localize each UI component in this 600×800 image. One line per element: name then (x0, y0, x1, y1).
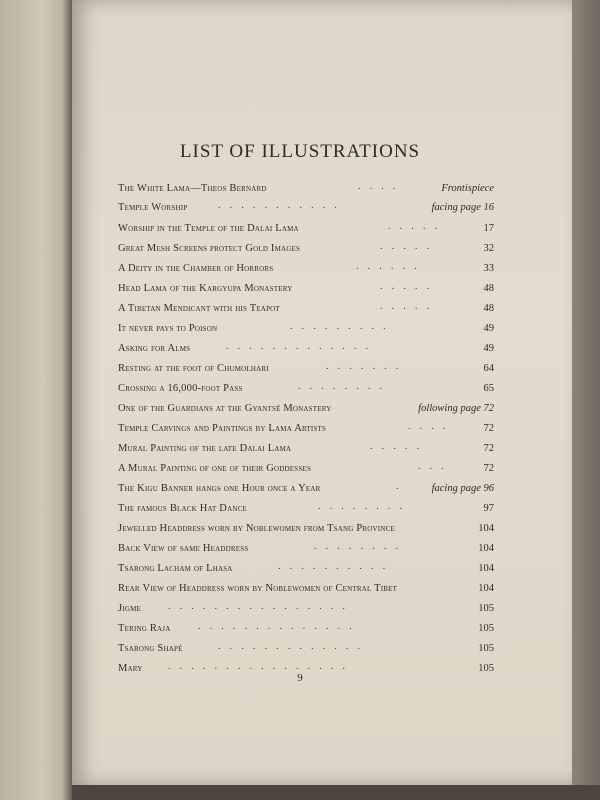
entry-page: 49 (483, 323, 494, 334)
entry-title: A Mural Painting of one of their Goddesses (118, 463, 312, 474)
list-item (118, 195, 494, 215)
list-item (118, 576, 494, 596)
list-item (118, 636, 494, 656)
list-item (118, 316, 494, 336)
entry-title: Tsarong Lacham of Lhasa (118, 563, 233, 574)
entry-page: Frontispiece (441, 183, 494, 194)
entry-title: Jigme (118, 603, 141, 614)
list-item (118, 596, 494, 616)
entry-title: A Deity in the Chamber of Horrors (118, 263, 274, 274)
entry-page: 64 (483, 363, 494, 374)
entry-page: 33 (483, 263, 494, 274)
entry-page: 65 (483, 383, 494, 394)
entry-title: Mary (118, 663, 143, 674)
entry-page: 104 (478, 543, 494, 554)
leader-dots: ...... (356, 261, 426, 272)
entry-page: 105 (478, 663, 494, 674)
leader-dots: ..... (380, 301, 439, 312)
entry-title: Temple Carvings and Paintings by Lama Artists (118, 423, 327, 434)
list-item (118, 396, 494, 416)
entry-page: 32 (483, 243, 494, 254)
leader-dots: ........ (314, 541, 407, 552)
leader-dots: ................ (168, 661, 354, 672)
leader-dots: ........... (218, 200, 346, 211)
background-surface (72, 785, 600, 800)
list-item (118, 336, 494, 356)
entry-page: 104 (478, 523, 494, 534)
list-item (118, 496, 494, 516)
list-item (118, 436, 494, 456)
leader-dots: ............. (226, 341, 378, 352)
entry-page: 17 (483, 223, 494, 234)
list-item (118, 416, 494, 436)
entry-title: Jewelled Headdress worn by Noblewomen from Tsang Province (118, 523, 395, 534)
list-item (118, 536, 494, 556)
entry-title: One of the Guardians at the Gyantsé Monastery (118, 403, 332, 414)
list-item (118, 516, 494, 536)
leader-dots: .............. (198, 621, 361, 632)
leader-dots: . (396, 481, 408, 492)
list-item (118, 216, 494, 236)
leader-dots: ..... (388, 221, 447, 232)
list-item (118, 296, 494, 316)
entry-page: 105 (478, 603, 494, 614)
entry-title: The Kigu Banner hangs one Hour once a Year (118, 483, 321, 494)
entry-page: 48 (483, 283, 494, 294)
entry-page: 105 (478, 643, 494, 654)
entry-title: Worship in the Temple of the Dalai Lama (118, 223, 299, 234)
list-item (118, 476, 494, 496)
list-item (118, 236, 494, 256)
list-item (118, 176, 494, 196)
entry-page: 104 (478, 563, 494, 574)
entry-title: Crossing a 16,000-foot Pass (118, 383, 243, 394)
entry-page: 72 (483, 423, 494, 434)
entry-page: 72 (483, 443, 494, 454)
leader-dots: .... (358, 181, 405, 192)
leader-dots: .... (408, 421, 455, 432)
leader-dots: ..... (380, 241, 439, 252)
leader-dots: ............. (218, 641, 370, 652)
list-item (118, 616, 494, 636)
entry-page: 72 (483, 463, 494, 474)
entry-title: A Tibetan Mendicant with his Teapot (118, 303, 280, 314)
entry-title: Head Lama of the Kargyupa Monastery (118, 283, 293, 294)
entry-title: Tering Raja (118, 623, 171, 634)
list-item (118, 356, 494, 376)
entry-title: The White Lama—Theos Bernard (118, 183, 267, 194)
list-item (118, 256, 494, 276)
entry-title: Back View of same Headdress (118, 543, 249, 554)
leader-dots: ..... (370, 441, 429, 452)
leader-dots: ....... (326, 361, 408, 372)
entry-title: Temple Worship (118, 202, 188, 213)
entry-page: 97 (483, 503, 494, 514)
entry-title: Great Mesh Screens protect Gold Images (118, 243, 301, 254)
entry-title: Asking for Alms (118, 343, 191, 354)
entry-title: The famous Black Hat Dance (118, 503, 247, 514)
leader-dots: ......... (290, 321, 395, 332)
entry-title: It never pays to Poison (118, 323, 218, 334)
page-number: 9 (297, 672, 303, 684)
entry-title: Resting at the foot of Chumolhari (118, 363, 269, 374)
entry-page: 49 (483, 343, 494, 354)
list-item (118, 456, 494, 476)
entry-title: Rear View of Headdress worn by Noblewomen of Central Tibet (118, 583, 398, 594)
list-item (118, 376, 494, 396)
entry-title: Mural Painting of the late Dalai Lama (118, 443, 292, 454)
entry-page: 48 (483, 303, 494, 314)
leader-dots: .......... (278, 561, 395, 572)
leader-dots: ........ (298, 381, 391, 392)
leader-dots: ................ (168, 601, 354, 612)
leader-dots: ... (418, 461, 453, 472)
list-item (118, 276, 494, 296)
entry-page-prefix: following page 72 (418, 403, 494, 414)
entry-page: 105 (478, 623, 494, 634)
entry-page: 104 (478, 583, 494, 594)
page-title: LIST OF ILLUSTRATIONS (179, 141, 421, 162)
leader-dots: ........ (318, 501, 411, 512)
entry-page: facing page 96 (431, 483, 494, 494)
list-item (118, 556, 494, 576)
leader-dots: ..... (380, 281, 439, 292)
entry-title: Tsarong Shapé (118, 643, 183, 654)
entry-page: facing page 16 (431, 202, 494, 213)
